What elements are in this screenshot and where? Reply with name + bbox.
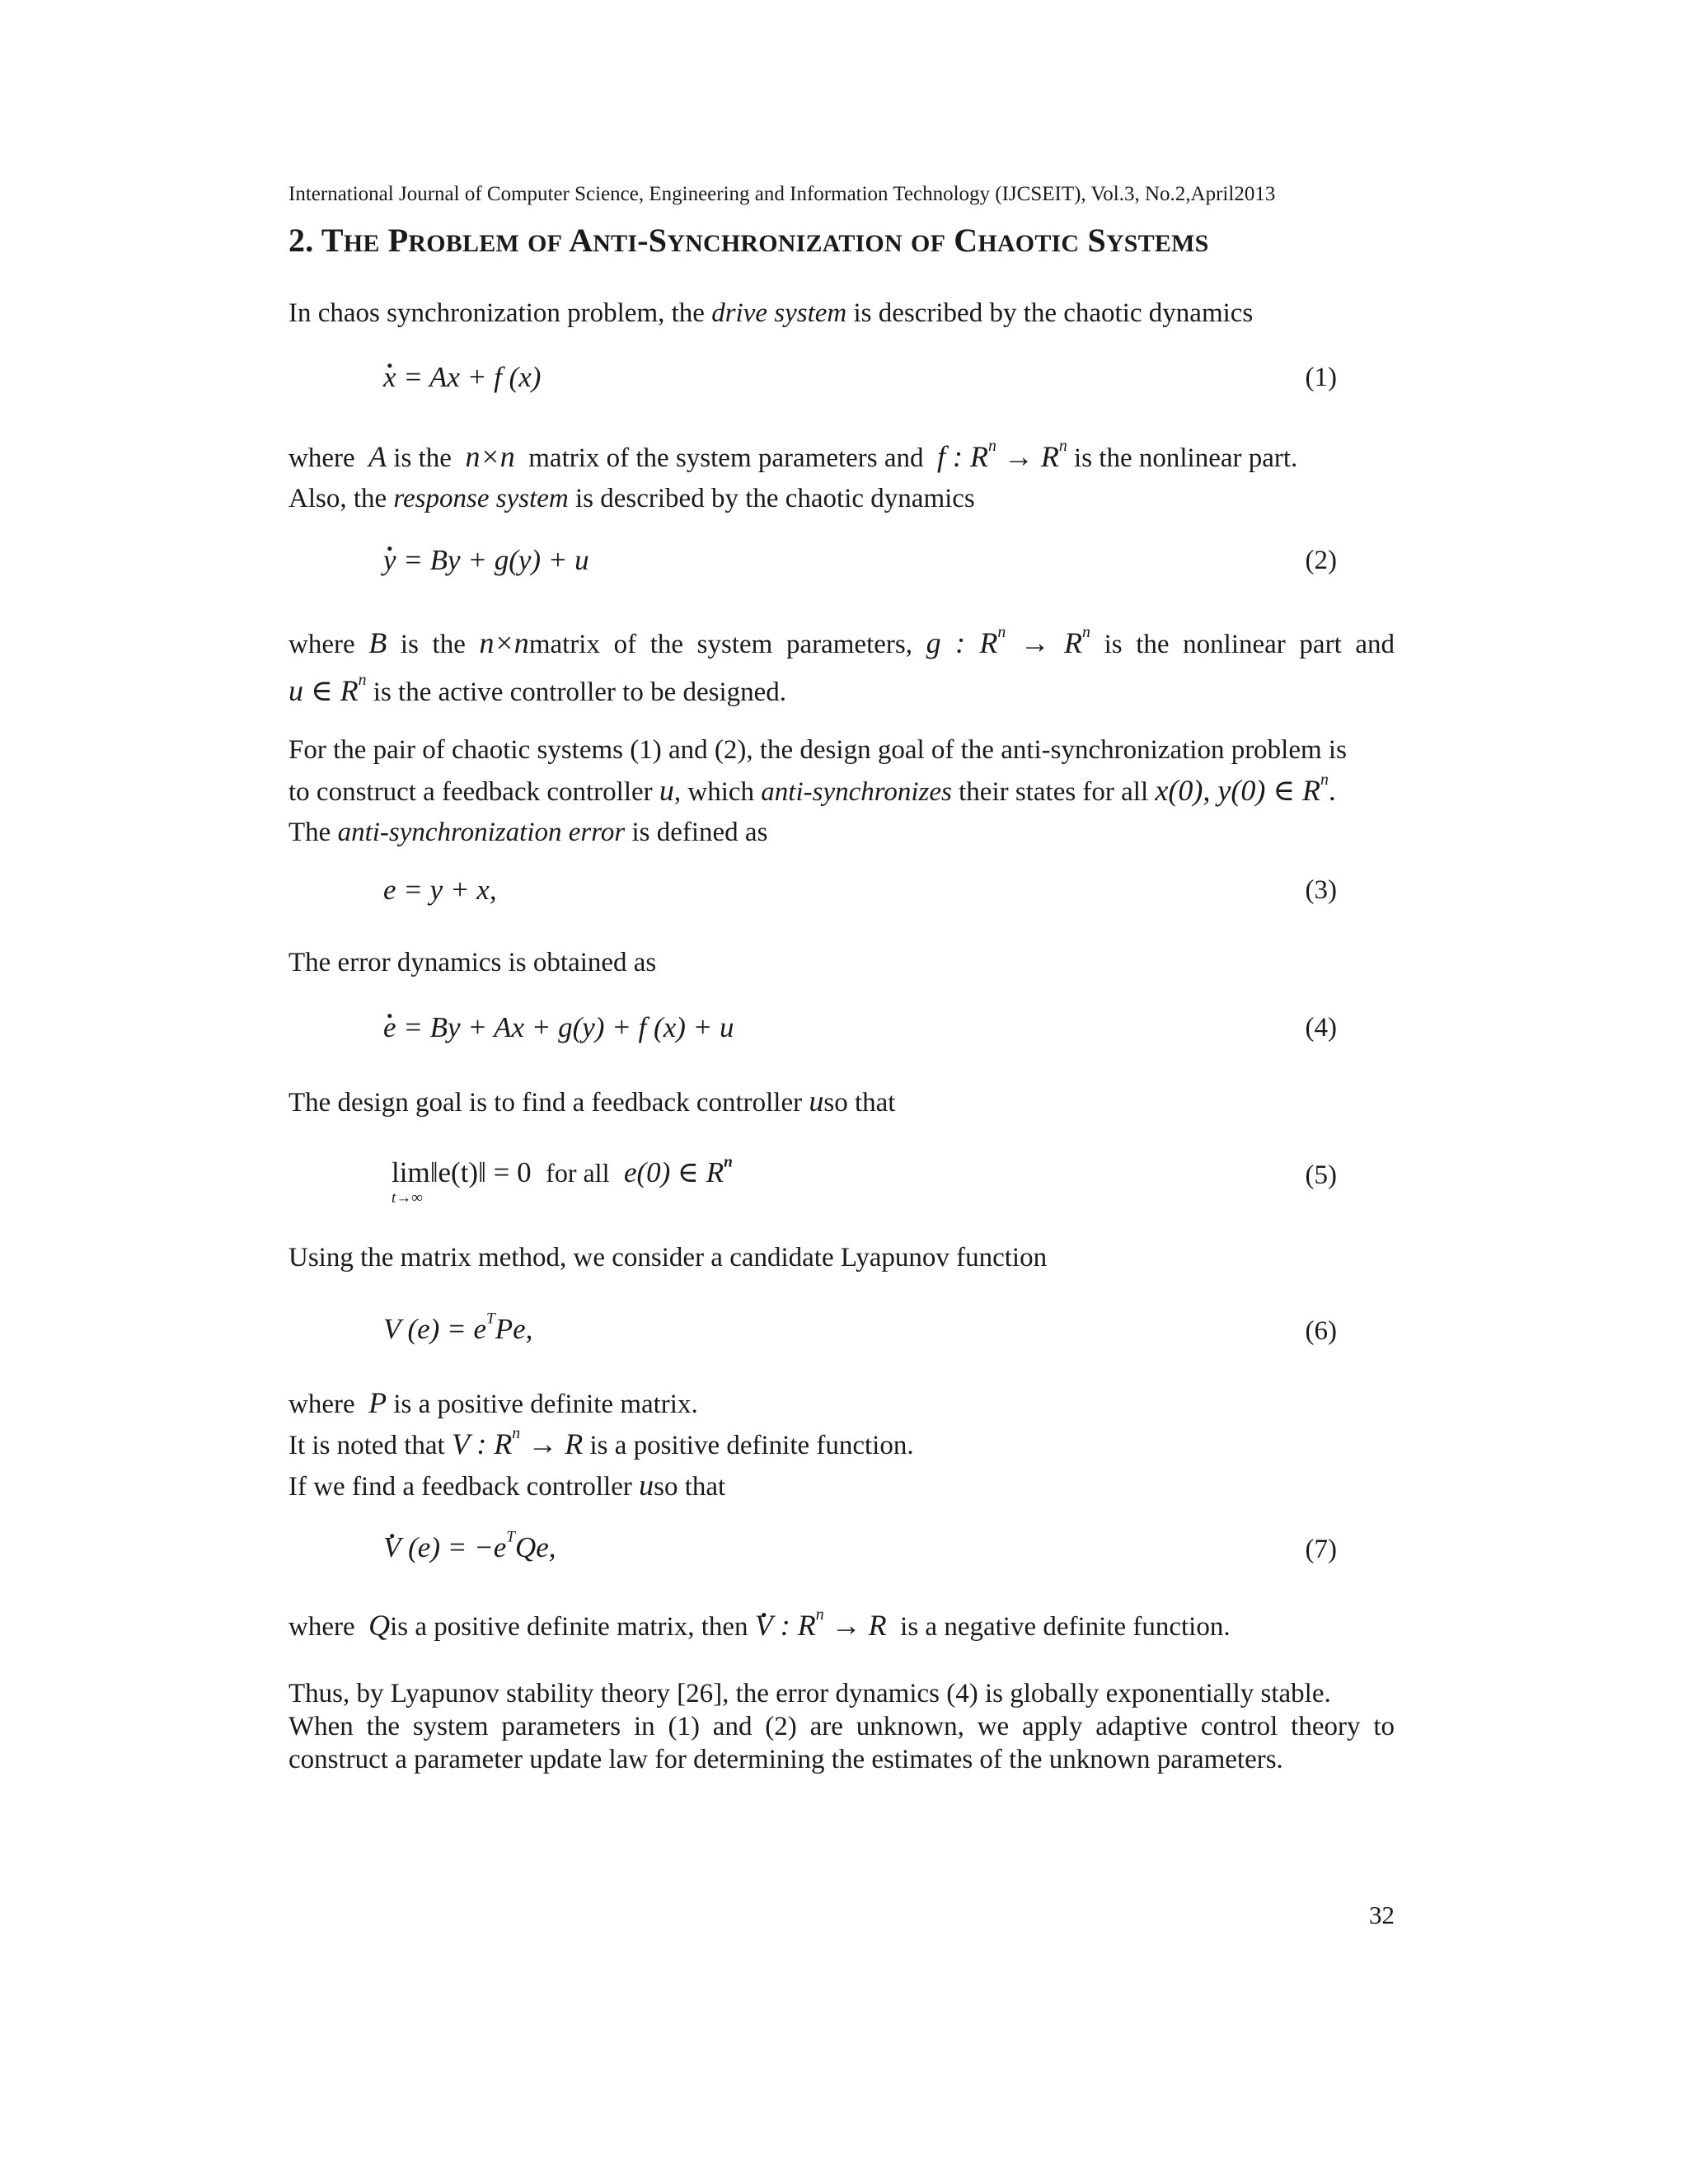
equation-4: . e = By + Ax + g(y) + f (x) + u — [383, 1011, 734, 1044]
heading-word: PROBLEM — [387, 222, 519, 259]
journal-header: International Journal of Computer Science, Engineering and Information Technology (IJCSEIT), Vol.3, No.2,April2013 — [288, 183, 1276, 205]
heading-word: SYSTEMS — [1087, 222, 1209, 259]
equation-number-2: (2) — [1305, 546, 1337, 575]
equation-number-4: (4) — [1305, 1013, 1337, 1043]
equation-number-5: (5) — [1305, 1160, 1337, 1190]
heading-word: CHAOTIC — [954, 222, 1080, 259]
heading-word: ANTI-SYNCHRONIZATION — [569, 222, 903, 259]
equation-3: e = y + x, — [383, 874, 497, 906]
paragraph-feedback-goal: The design goal is to find a feedback controller uso that — [288, 1085, 896, 1118]
equation-6: V $(e) = e^TPe$, — [383, 1310, 533, 1345]
heading-word: OF — [528, 230, 563, 257]
paragraph-positive-definite: where P is a positive definite matrix. It is noted that V : $R^n \to R$ is a positive definite function. If we find a feedback controller uso that — [288, 1386, 914, 1502]
paper-page — [288, 0, 1395, 2184]
equation-number-7: (7) — [1305, 1535, 1337, 1564]
section-heading — [288, 221, 1209, 260]
equation-2: . y = By + g(y) + u — [383, 544, 589, 577]
equation-1: . x = Ax + f (x) — [383, 361, 541, 394]
equation-number-1: (1) — [1305, 363, 1337, 392]
equation-7: . V $(e) = -e^TQe$, — [383, 1531, 556, 1564]
paragraph-error-dynamics: The error dynamics is obtained as — [288, 948, 657, 977]
paragraph-response-definition: where B is the n×nmatrix of the system parameters, g : $R^n \to R^n$ is the nonlinear part and u ∈ $R^n$ is the active controller to be designed. — [288, 623, 1395, 707]
paragraph-lyapunov: Using the matrix method, we consider a candidate Lyapunov function — [288, 1243, 1048, 1272]
paragraph-drive-system: In chaos synchronization problem, the drive system is described by the chaotic dynamics — [288, 298, 1254, 328]
paragraph-conclusion: Thus, by Lyapunov stability theory [26], the error dynamics (4) is globally exponentially stable. When the system parameters in (1) and (2) are unknown, we apply adaptive control theory to construct a parameter update law for determining the estimates of the unknown parameters. — [288, 1679, 1395, 1774]
heading-word: THE — [321, 222, 380, 259]
equation-5: lim t→∞ ‖e(t)‖ = 0 for all e(0) ∈ $R^n$ — [392, 1153, 733, 1207]
page-number: 32 — [1369, 1900, 1395, 1929]
paragraph-negative-definite: where Qis a positive definite matrix, then . V : $R^n \to R$ is a negative definite function. — [288, 1605, 1231, 1647]
paragraph-drive-definition: where A is the n×n matrix of the system parameters and f : $R^n \to R^n$ is the nonlinear part. Also, the response system is described by the chaotic dynamics — [288, 437, 1298, 513]
equation-number-3: (3) — [1305, 875, 1337, 905]
paragraph-design-goal: For the pair of chaotic systems (1) and (2), the design goal of the anti-synchronization problem is to construct a feedback controller u, which anti-synchronizes their states for all x(0), y(0) ∈ $R^n$. The anti-synchronization error is defined as — [288, 735, 1347, 847]
section-number: 2. — [288, 222, 314, 259]
equation-number-6: (6) — [1305, 1316, 1337, 1346]
heading-word: OF — [911, 230, 946, 257]
